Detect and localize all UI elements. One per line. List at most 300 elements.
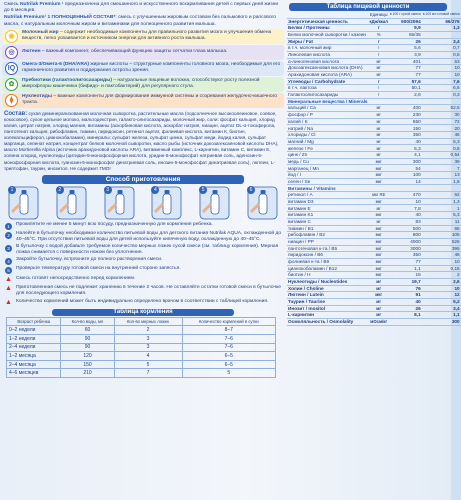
nutrition-b: 66/276 (422, 18, 461, 25)
nutrition-b: 3,4 (422, 38, 461, 45)
nutrition-unit: мкг (368, 238, 388, 245)
instruction-item (5, 257, 284, 265)
component-desc: – важный компонент, обеспечивающий функцию защиты сетчатки глаза малыша. (40, 49, 228, 55)
instruction-item (5, 222, 284, 230)
nutrition-a: 50,1 (389, 85, 422, 92)
nutrition-a: 8,1 (389, 312, 422, 319)
nutrition-a: 40 (389, 138, 422, 145)
instruction-number: 4 (5, 258, 12, 265)
table-row (287, 32, 461, 39)
nutrition-unit: мг (368, 312, 388, 319)
table-row (7, 352, 276, 361)
intro-line-2 (4, 15, 284, 27)
nutrition-unit: мкг (368, 272, 388, 279)
nutrition-b: 300 (422, 318, 461, 325)
nutrition-unit: мкг (368, 265, 388, 272)
table-row (287, 272, 461, 279)
nutrition-name: Минеральные вещества / Minerals (288, 98, 368, 104)
feeding-cell: 6–5 (182, 352, 275, 361)
table-row (287, 205, 461, 212)
feeding-cell: 1–2 месяца (7, 352, 61, 361)
nutrition-b: 1,3 (422, 198, 461, 205)
instructions-list (5, 222, 284, 274)
nutrition-a: 3,9 (389, 52, 422, 59)
table-row (287, 172, 461, 179)
nutrition-a: 83 (389, 218, 422, 225)
table-row (287, 198, 461, 205)
nutrition-unit: мг (368, 145, 388, 152)
nutrition-name: витамин С (287, 218, 368, 225)
nutrition-unit: мг (368, 112, 388, 119)
nutrition-unit: мг (368, 118, 388, 125)
feeding-cell: 2–4 недели (7, 343, 61, 352)
nutrition-name: Нуклеотиды / Nucleotides (287, 278, 368, 285)
nutrition-b: 1,3 (422, 25, 461, 32)
component-text (22, 49, 227, 55)
step-pictogram (8, 186, 39, 220)
component-desc: – содержит необходимые компоненты для правильного развития мозга и улучшения обмена веществ, легко усваивается и источником энергии для активного роста малыша. (22, 30, 272, 42)
nutrition-name: Энергетическая ценность (287, 18, 368, 25)
nutrition-name: тиамин / B1 (287, 225, 368, 232)
nutrition-b: 13 (422, 172, 461, 179)
nutrition-b: 395 (422, 245, 461, 252)
nutrition-unit: мг (368, 105, 388, 112)
nutrition-name: Арахидоновая кислота (ARA) (287, 72, 368, 79)
nutrition-unit: мкг (368, 178, 388, 185)
nutrition-a: 54 (389, 165, 422, 172)
nutrition-name: хлориды / Cl (287, 132, 368, 139)
nutrition-b: 0,7 (422, 45, 461, 52)
nutrition-name: в т.ч. молочный жир (287, 45, 368, 52)
notes-list (5, 276, 284, 306)
nucleotides-icon: ⧫ (5, 94, 18, 107)
feeding-cell: 7–6 (182, 334, 275, 343)
feeding-cell: 60 (61, 326, 114, 335)
milk-fat-icon: ◉ (5, 30, 18, 43)
feeding-cell: 4–6 месяцев (7, 369, 61, 378)
note-item (5, 299, 284, 306)
nutrition-b: 1,8 (422, 178, 461, 185)
nutrition-b: 2,6 (422, 278, 461, 285)
nutrition-a: 2,6 (389, 92, 422, 99)
feeding-cell: 5 (114, 360, 182, 369)
instruction-text: Прокипятите не менее 5 минут всю посуду, предназначенную для кормления ребенка. (16, 221, 213, 227)
nutrition-b: 0,15 (422, 265, 461, 272)
step-number: 2 (56, 186, 64, 194)
nutrition-a: 4000 (389, 238, 422, 245)
nutrition-title: Таблица пищевой ценности (289, 3, 447, 11)
nutrition-unit: кДж/ккал (369, 18, 388, 24)
nutrition-a: 14 (389, 178, 422, 185)
nutrition-name: Инозит / Inositol (287, 305, 368, 312)
nutrition-b: 2 (422, 272, 461, 279)
nutrition-a: 550 (389, 118, 422, 125)
feeding-cell: 120 (61, 352, 114, 361)
composition-label: Состав: (4, 110, 28, 117)
nutrition-a: 26 (389, 305, 422, 312)
nutrition-a: 3000 (389, 245, 422, 252)
table-row (287, 292, 461, 299)
table-row (7, 326, 276, 335)
nutrition-name: биотин / H (287, 272, 368, 279)
table-row (287, 165, 461, 172)
nutrition-unit: мг (368, 285, 388, 292)
nutrition-unit: мкг (368, 158, 388, 165)
nutrition-unit: г (368, 38, 388, 45)
nutrition-b: 66 (422, 225, 461, 232)
omega-icon: IQ (5, 62, 18, 75)
nutrition-name: рибофлавин / B2 (287, 232, 368, 239)
nutrition-table (287, 12, 461, 326)
nutrition-name: α-линоленовая кислота (287, 58, 368, 65)
nutrition-b: 105 (422, 232, 461, 239)
nutrition-b: 1 (422, 205, 461, 212)
nh-dry: в 100 г сухой смеси (389, 12, 422, 18)
nutrition-name: Лютеин / Lutein (287, 292, 368, 299)
composition-text: сухая деминерализованная молочная сыворотка, растительные масла (подсолнечное высокоолеиновое, соевое, кокосовое), сухое цельное молоко, мальтодекстрин, галакто-олигосахариды, молочный жир, соли: фосфат кальция, хлорид калия, цитрат натрия, хлорид магния, витамины (аскорбиновая кислота, аскорбат натрия, ниацин, ацетат DL-α-токоферола, пантотенат кальция, рибофлавин, тиамин, пиридоксин, ретинол ацетат, фолиевая кислота, витамин К, биотин, холекальциферол, цианокобаламин), минералы: сульфат железа, сульфат цинка, сульфат меди, йодид калия, сульфат марганца, селенат натрия, концентрат белков молочной сыворотки, масло рыбы (источник докозагексаеновой кислоты DHA), масло Mortierella Alpina (источник арахидоновой кислоты ARA), витаминный комплекс, L-карнитин, витамин С, витамин Е, холина хлорид, нуклеотиды (цитидин-5-монофосфорная кислота, уридин-5-монофосфат натриевая соль, аденозин-5-монофосфорная кислота, гуанозин-5-монофосфат динатриевая соль, инозин-5-монофосфат динатриевая соль), лютеин, L-триптофан, таурин, инозитол. Не содержит ГМО! (4, 110, 279, 171)
component-row (2, 45, 284, 60)
nutrition-a (389, 318, 422, 325)
left-column (2, 2, 284, 498)
instruction-number: 5 (5, 267, 12, 274)
nutrition-name: Белки / Протеины (287, 25, 368, 32)
nutrition-a: 350 (389, 132, 422, 139)
nutrition-b: 6,6 (422, 85, 461, 92)
instruction-text: Налейте в бутылочку необходимое количество питьевой воды для детского питания Nutrilak AQUA, охлажденной до 40–45°С. При отсутствии питьевой воды для детей используйте кипяченую воду, охлажденную до 40–45°С. (16, 230, 282, 242)
component-row (2, 77, 284, 92)
nutrition-name: цинк / Zn (287, 152, 368, 159)
feeding-cell: 90 (61, 343, 114, 352)
nutrition-unit: г (368, 92, 388, 99)
nutrition-a (389, 98, 422, 105)
table-row (287, 278, 461, 285)
component-title: Нуклеотиды (22, 94, 53, 100)
nutrition-b: 52,6 (422, 105, 461, 112)
fh-spoons: Кол-во мерных ложек (114, 317, 182, 326)
brand-name: Nutrilak Premium (19, 2, 61, 7)
component-text (22, 62, 281, 74)
nutrition-unit: мг (368, 305, 388, 312)
nutrition-b (422, 98, 461, 105)
nutrition-name: йод / I (287, 172, 368, 179)
table-row (287, 158, 461, 165)
preparation-title: Способ приготовления (42, 175, 244, 184)
table-row (287, 78, 461, 85)
table-row (287, 85, 461, 92)
instruction-item (5, 244, 284, 256)
nutrition-a: 350 (389, 252, 422, 259)
component-title: Омега-3/Омега-6 (DHA/ARA) (22, 62, 90, 68)
nutrition-b: 62 (422, 192, 461, 199)
nutrition-a: 77 (389, 72, 422, 79)
table-row (287, 232, 461, 239)
nutrition-name: Таурин / Taurine (287, 298, 368, 305)
nutrition-b: 30 (422, 112, 461, 119)
nutrition-name: калий / K (287, 118, 368, 125)
step-number: 1 (8, 186, 16, 194)
component-row (2, 61, 284, 76)
table-row (287, 312, 461, 319)
nutrition-a: 470 (389, 192, 422, 199)
nutrition-a: 400 (389, 105, 422, 112)
table-row (287, 305, 461, 312)
component-title: Пребиотики (галактоолигосахариды) (22, 78, 112, 84)
table-row (287, 298, 461, 305)
nutrition-name: Жиры / Fat (287, 38, 368, 45)
nutrition-b: 7 (422, 165, 461, 172)
preparation-steps (8, 186, 278, 220)
composition (4, 111, 284, 172)
nutrition-b: 46 (422, 132, 461, 139)
nutrition-b (422, 185, 461, 192)
nutrition-unit: мкг (368, 172, 388, 179)
nutrition-b: 72 (422, 118, 461, 125)
table-row (287, 192, 461, 199)
nutrition-a: 6,3 (389, 145, 422, 152)
table-row (287, 98, 461, 105)
nutrition-unit: мг (368, 65, 388, 72)
feeding-cell: 150 (61, 360, 114, 369)
nutrition-b: 53 (422, 58, 461, 65)
nutrition-b: 12 (422, 292, 461, 299)
nutrition-name: медь / Cu (287, 158, 368, 165)
nutrition-unit: мкг (368, 225, 388, 232)
table-row (287, 145, 461, 152)
table-row (287, 285, 461, 292)
prebiotic-icon: ✿ (5, 78, 18, 91)
feeding-cell: 7–6 (182, 343, 275, 352)
table-row (287, 25, 461, 32)
feeding-cell: 4 (114, 352, 182, 361)
nutrition-unit: мг (368, 278, 388, 285)
nutrition-a: 9,9 (389, 25, 422, 32)
nutrition-a: 40 (389, 298, 422, 305)
nutrition-name: в т.ч. лактоза (287, 85, 368, 92)
step-pictogram (151, 186, 182, 220)
step-number: 5 (199, 186, 207, 194)
nutrition-unit: мг (368, 58, 388, 65)
component-desc: – натуральные пищевые волокна, способствуют росту полезной микрофлоры кишечника (бифидо- и лактобактерий) для регулярного стула. (22, 78, 260, 90)
component-row (2, 93, 284, 108)
nutrition-name: натрий / Na (287, 125, 368, 132)
brand-composition: Nutrilak Premium¹ 1 ПОЛНОЦЕННЫЙ СОСТАВ* (4, 15, 116, 21)
nutrition-a: 300 (389, 158, 422, 165)
instruction-text: Закройте бутылочку, встряхните до полного растворения смеси. (16, 256, 163, 262)
nutrition-a: 57,6 (389, 78, 422, 85)
intro-prefix: Смесь (4, 2, 20, 7)
table-row (287, 18, 461, 25)
nutrition-b: 0,5 (422, 52, 461, 59)
nutrition-a: 4,1 (389, 152, 422, 159)
table-row (287, 132, 461, 139)
nutrition-name: Докозагексаеновая кислота (DHA) (287, 65, 368, 72)
feeding-cell: 1–2 недели (7, 334, 61, 343)
nutrition-name: Линолевая кислота (287, 52, 368, 59)
table-row (287, 138, 461, 145)
nutrition-unit (368, 185, 388, 192)
nutrition-unit: мОсм/кг (370, 318, 388, 324)
table-row (287, 72, 461, 79)
table-row (287, 252, 461, 259)
nutrition-b: 46 (422, 252, 461, 259)
nutrition-b: 20 (422, 125, 461, 132)
table-row (287, 178, 461, 185)
nutrition-unit: мг (368, 152, 388, 159)
nutrition-a: 76 (389, 285, 422, 292)
intro-text-2: : смесь с улучшенным жировым составом без пальмового и рапсового масла, с натуральным молочным жиром и витаминами для полноценного развития малыша. (4, 15, 276, 27)
note-text: Приготовленная смесь не подлежит хранению в течение 2 часов. Не оставляйте остатки готовой смеси в бутылочке для последующего кормления. (16, 284, 281, 296)
nutrition-unit: мг (368, 138, 388, 145)
nutrition-unit: мг (368, 132, 388, 139)
warning-icon: ▲ (5, 275, 12, 283)
nutrition-a: 800 (389, 232, 422, 239)
nutrition-name: ниацин / PP (287, 238, 368, 245)
feeding-cell: 2–4 месяца (7, 360, 61, 369)
intro-line-1 (4, 2, 284, 14)
nutrition-name: витамин E (287, 205, 368, 212)
nutrition-unit: г (368, 25, 388, 32)
component-text (22, 94, 281, 106)
feeding-cell: 2 (114, 326, 182, 335)
feeding-cell: 90 (61, 334, 114, 343)
table-row (287, 212, 461, 219)
instruction-number: 2 (5, 232, 12, 239)
nutrition-a: 91 (389, 292, 422, 299)
table-row (287, 92, 461, 99)
nutrition-unit: г (368, 85, 388, 92)
nutrition-name: магний / Mg (287, 138, 368, 145)
nutrition-unit: мкг (368, 212, 388, 219)
nutrition-a: 40 (389, 212, 422, 219)
instruction-item (5, 266, 284, 274)
nutrition-name: L-карнитин (287, 312, 368, 319)
table-row (287, 258, 461, 265)
component-desc: жирные кислоты – структурные компоненты головного мозга, необходимые для его гармоничного развития и поддержания остроты зрения. (22, 62, 281, 74)
nutrition-b: 39 (422, 158, 461, 165)
note-text: Смесь готовят непосредственно перед кормлением. (16, 275, 136, 281)
nutrition-unit: г (368, 52, 388, 59)
table-row (7, 343, 276, 352)
nutrition-a: 5,6 (389, 45, 422, 52)
nutrition-name: витамин K1 (287, 212, 368, 219)
nutrition-a: 19,7 (389, 278, 422, 285)
feeding-cell: 3 (114, 334, 182, 343)
step-pictogram (56, 186, 87, 220)
fh-feeds: Количество кормлений в сутки (182, 317, 275, 326)
nutrition-b: 10 (422, 65, 461, 72)
instruction-text: Проверьте температуру готовой смеси на внутренней стороне запястья. (16, 265, 181, 271)
instruction-number: 3 (5, 245, 12, 252)
table-row (287, 58, 461, 65)
table-row (7, 369, 276, 378)
nutrition-a: 1,1 (389, 265, 422, 272)
table-row (287, 125, 461, 132)
nutrition-name: витамин D3 (287, 198, 368, 205)
step-number: 4 (151, 186, 159, 194)
nutrition-unit: г (368, 45, 388, 52)
nutrition-name: марганец / Mn (287, 165, 368, 172)
instruction-text: В бутылочку с водой добавьте требуемое количество мерных ложек сухой смеси (см. таблицу кормления). Мерная ложка снимается с поверхности ножом без уплотнения. (16, 243, 279, 255)
note-item (5, 285, 284, 297)
table-row (287, 65, 461, 72)
components-list (2, 29, 284, 108)
step-pictogram (199, 186, 230, 220)
nutrition-a: 77 (389, 65, 422, 72)
nutrition-unit: % (368, 32, 388, 39)
nutrition-name: цианокобаламин / B12 (287, 265, 368, 272)
nutrition-name: Белки молочной сыворотки / казеин (287, 32, 368, 39)
table-row (287, 238, 461, 245)
nutrition-a: 150 (389, 125, 422, 132)
warning-icon: ▲ (5, 284, 12, 292)
feeding-cell: 210 (61, 369, 114, 378)
nutrition-a: 26 (389, 38, 422, 45)
nutrition-unit: мкг (368, 258, 388, 265)
step-pictogram (104, 186, 135, 220)
nutrition-b: 0,54 (422, 152, 461, 159)
note-item (5, 276, 284, 283)
nh-unit: Единицы (369, 12, 388, 18)
component-text (22, 78, 281, 90)
feeding-cell: 6–5 (182, 360, 275, 369)
nutrition-b (422, 32, 461, 39)
nutrition-name: пантотеновая к-та / B5 (287, 245, 368, 252)
nutrition-b: 10 (422, 258, 461, 265)
intro-text-1: ¹ предназначена для смешанного и искусственного вскармливания детей с первых дней жизни до 6 месяцев. (4, 2, 279, 14)
nutrition-b: 11 (422, 218, 461, 225)
table-row (287, 318, 461, 325)
table-row (287, 265, 461, 272)
table-row (287, 118, 461, 125)
warning-icon: ▲ (5, 298, 12, 306)
nutrition-b: 0,8 (422, 145, 461, 152)
nutrition-name: Осмоляльность / Osmolality (287, 318, 368, 325)
component-row (2, 29, 284, 44)
table-row (287, 112, 461, 119)
table-row (7, 334, 276, 343)
nutrition-name: кальций / Ca (287, 105, 368, 112)
component-title: Молочный жир (22, 30, 59, 36)
table-row (287, 52, 461, 59)
nutrition-name: селен / Se (287, 178, 368, 185)
nutrition-unit: мг (368, 298, 388, 305)
feeding-cell: 0–2 недели (7, 326, 61, 335)
nutrition-name: Углеводы / Carbohydrate (287, 78, 368, 85)
nutrition-a: 500/2094 (389, 18, 422, 25)
nutrition-a: 100 (389, 172, 422, 179)
table-row (7, 360, 276, 369)
nutrition-unit: мкг RE (368, 192, 388, 199)
nutrition-a: 15 (389, 272, 422, 279)
intro (4, 2, 284, 28)
nutrition-name: фосфор / P (287, 112, 368, 119)
nutrition-b: 5,2 (422, 298, 461, 305)
lutein-icon: ◎ (5, 46, 18, 59)
table-row (287, 105, 461, 112)
nutrition-unit: мкг (368, 292, 388, 299)
nutrition-a: 77 (389, 258, 422, 265)
fh-water: Кол-во воды, мл (61, 317, 114, 326)
nutrition-b: 3,4 (422, 305, 461, 312)
note-text: Количество кормлений может быть индивидуально определено врачом в соответствии с таблицей кормления. (16, 298, 269, 304)
nh-ready: в 100 мл готовой смеси (422, 12, 461, 18)
nutrition-a: 500 (389, 225, 422, 232)
component-desc: – важные компоненты для формирования иммунной системы и созревания желудочно-кишечного тракта. (22, 94, 277, 106)
nutrition-b: 0,3 (422, 92, 461, 99)
table-row (287, 218, 461, 225)
nutrition-name: железо / Fe (287, 145, 368, 152)
feeding-table-title: Таблица кормления (52, 309, 234, 316)
